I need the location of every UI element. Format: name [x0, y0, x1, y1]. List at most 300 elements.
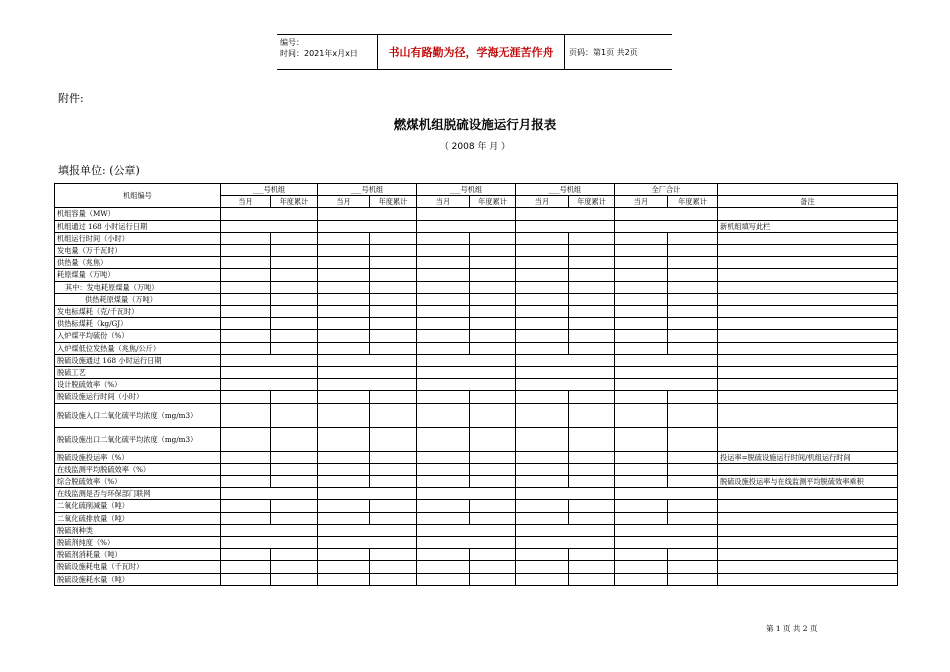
value-cell: [221, 269, 271, 281]
value-cell: [370, 427, 417, 451]
page-header: [277, 34, 672, 70]
value-cell: [615, 367, 718, 379]
value-cell: [221, 232, 271, 244]
value-cell: [318, 342, 370, 354]
value-cell: [271, 391, 318, 403]
value-cell: [569, 512, 615, 524]
row-label: 脱硫设施入口二氧化硫平均浓度（mg/m3）: [55, 403, 221, 427]
value-cell: [370, 476, 417, 488]
value-cell: [615, 451, 668, 463]
remark-cell: [718, 537, 898, 549]
value-cell: [615, 269, 668, 281]
value-cell: [569, 451, 615, 463]
row-label: 机组通过 168 小时运行日期: [55, 220, 221, 232]
value-cell: [221, 342, 271, 354]
value-cell: [417, 537, 516, 549]
value-cell: [370, 549, 417, 561]
value-cell: [569, 318, 615, 330]
value-cell: [417, 342, 470, 354]
corner-header: 机组编号: [55, 184, 221, 208]
value-cell: [516, 476, 569, 488]
value-cell: [370, 512, 417, 524]
value-cell: [370, 342, 417, 354]
value-cell: [569, 281, 615, 293]
value-cell: [271, 451, 318, 463]
value-cell: [417, 476, 470, 488]
value-cell: [271, 257, 318, 269]
value-cell: [271, 476, 318, 488]
remark-cell: [718, 524, 898, 536]
value-cell: [615, 403, 668, 427]
value-cell: [569, 476, 615, 488]
table-row: [55, 293, 898, 305]
unit-group-header: ___号机组: [516, 184, 615, 196]
table-row: [55, 488, 898, 500]
row-label: 机组运行时间（小时）: [55, 232, 221, 244]
value-cell: [221, 488, 318, 500]
value-cell: [615, 524, 718, 536]
value-cell: [417, 354, 516, 366]
row-label: 供热量（兆焦）: [55, 257, 221, 269]
remark-cell: [718, 245, 898, 257]
value-cell: [668, 512, 718, 524]
value-cell: [615, 306, 668, 318]
value-cell: [516, 306, 569, 318]
value-cell: [615, 500, 668, 512]
value-cell: [668, 427, 718, 451]
value-cell: [615, 354, 718, 366]
value-cell: [318, 549, 370, 561]
remark-cell: [718, 391, 898, 403]
value-cell: [417, 403, 470, 427]
value-cell: [668, 318, 718, 330]
table-row: [55, 476, 898, 488]
remark-cell: [718, 463, 898, 475]
value-cell: [668, 232, 718, 244]
row-label: 在线监测是否与环保部门联网: [55, 488, 221, 500]
value-cell: [318, 573, 370, 585]
value-cell: [470, 245, 516, 257]
row-label: 设计脱硫效率（%）: [55, 379, 221, 391]
header-number: 编号：: [280, 38, 304, 47]
value-cell: [668, 257, 718, 269]
remark-cell: [718, 269, 898, 281]
row-label: 脱硫设施通过 168 小时运行日期: [55, 354, 221, 366]
value-cell: [516, 573, 569, 585]
header-meta: [277, 35, 378, 69]
value-cell: [318, 367, 417, 379]
value-cell: [271, 463, 318, 475]
value-cell: [318, 537, 417, 549]
value-cell: [318, 488, 417, 500]
value-cell: [615, 293, 668, 305]
value-cell: [417, 306, 470, 318]
report-title: 燃煤机组脱硫设施运行月报表: [393, 117, 557, 132]
value-cell: [370, 463, 417, 475]
remark-cell: [718, 318, 898, 330]
table-row: [55, 367, 898, 379]
table-row: [55, 524, 898, 536]
value-cell: [615, 427, 668, 451]
value-cell: [221, 257, 271, 269]
row-label: 脱硫剂消耗量（吨）: [55, 549, 221, 561]
value-cell: [417, 232, 470, 244]
remark-cell: [718, 500, 898, 512]
value-cell: [221, 354, 318, 366]
value-cell: [271, 269, 318, 281]
table-row: [55, 537, 898, 549]
row-label: 脱硫设施出口二氧化硫平均浓度（mg/m3）: [55, 427, 221, 451]
value-cell: [370, 281, 417, 293]
cumulative-header: 年度累计: [668, 196, 718, 208]
remark-cell: [718, 561, 898, 573]
value-cell: [516, 281, 569, 293]
value-cell: [370, 245, 417, 257]
value-cell: [569, 561, 615, 573]
current-month-header: 当月: [516, 196, 569, 208]
value-cell: [318, 245, 370, 257]
value-cell: [470, 573, 516, 585]
value-cell: [221, 476, 271, 488]
value-cell: [417, 281, 470, 293]
table-row: [55, 208, 898, 220]
value-cell: [470, 269, 516, 281]
value-cell: [569, 342, 615, 354]
value-cell: [668, 451, 718, 463]
remark-cell: [718, 257, 898, 269]
value-cell: [668, 269, 718, 281]
value-cell: [615, 476, 668, 488]
value-cell: [318, 269, 370, 281]
value-cell: [668, 561, 718, 573]
value-cell: [470, 463, 516, 475]
remark-cell: [718, 330, 898, 342]
value-cell: [271, 427, 318, 451]
unit-group-header: 全厂合计: [615, 184, 718, 196]
value-cell: [470, 451, 516, 463]
value-cell: [516, 549, 569, 561]
value-cell: [370, 330, 417, 342]
page-footer: 第 1 页 共 2 页: [766, 624, 818, 633]
value-cell: [615, 537, 718, 549]
remark-cell: [718, 281, 898, 293]
value-cell: [516, 208, 615, 220]
value-cell: [271, 573, 318, 585]
table-row: [55, 427, 898, 451]
value-cell: [516, 354, 615, 366]
row-label: 发电量（万千瓦时）: [55, 245, 221, 257]
value-cell: [271, 549, 318, 561]
value-cell: [516, 537, 615, 549]
value-cell: [417, 367, 516, 379]
row-label: 二氧化硫排放量（吨）: [55, 512, 221, 524]
value-cell: [318, 463, 370, 475]
remark-cell: 投运率=脱硫设施运行时间/机组运行时间: [718, 451, 898, 463]
table-row: [55, 330, 898, 342]
header-page: 页码：第1页 共2页: [569, 47, 638, 57]
row-label: 脱硫设施耗电量（千瓦时）: [55, 561, 221, 573]
remark-cell: [718, 306, 898, 318]
value-cell: [668, 403, 718, 427]
current-month-header: 当月: [318, 196, 370, 208]
value-cell: [569, 232, 615, 244]
value-cell: [271, 293, 318, 305]
table-row: [55, 281, 898, 293]
value-cell: [417, 451, 470, 463]
value-cell: [221, 245, 271, 257]
row-label: 二氧化硫削减量（吨）: [55, 500, 221, 512]
value-cell: [615, 549, 668, 561]
value-cell: [318, 391, 370, 403]
table-row: [55, 306, 898, 318]
value-cell: [370, 561, 417, 573]
value-cell: [615, 257, 668, 269]
value-cell: [668, 573, 718, 585]
value-cell: [318, 208, 417, 220]
table-row: [55, 318, 898, 330]
row-label: 供热耗原煤量（万吨）: [55, 293, 221, 305]
cumulative-header: 年度累计: [370, 196, 417, 208]
remark-cell: [718, 367, 898, 379]
report-table: [54, 183, 898, 586]
value-cell: [370, 306, 417, 318]
value-cell: [271, 500, 318, 512]
value-cell: [271, 318, 318, 330]
value-cell: [470, 330, 516, 342]
remark-cell: [718, 208, 898, 220]
value-cell: [221, 500, 271, 512]
remark-cell: [718, 512, 898, 524]
value-cell: [470, 306, 516, 318]
value-cell: [271, 245, 318, 257]
value-cell: [370, 232, 417, 244]
value-cell: [569, 245, 615, 257]
value-cell: [417, 549, 470, 561]
value-cell: [516, 257, 569, 269]
cumulative-header: 年度累计: [569, 196, 615, 208]
value-cell: [615, 220, 718, 232]
unit-group-header: ___号机组: [417, 184, 516, 196]
row-label: 入炉煤平均硫份（%）: [55, 330, 221, 342]
value-cell: [221, 537, 318, 549]
value-cell: [370, 257, 417, 269]
value-cell: [318, 561, 370, 573]
value-cell: [318, 257, 370, 269]
header-time: 时间：2021年x月x日: [280, 49, 358, 58]
table-row: [55, 549, 898, 561]
value-cell: [271, 512, 318, 524]
value-cell: [569, 463, 615, 475]
row-label: 供热标煤耗（kg/GJ）: [55, 318, 221, 330]
value-cell: [221, 549, 271, 561]
remark-cell: [718, 573, 898, 585]
value-cell: [417, 269, 470, 281]
value-cell: [318, 354, 417, 366]
remark-cell: [718, 354, 898, 366]
row-label: 脱硫工艺: [55, 367, 221, 379]
value-cell: [516, 427, 569, 451]
value-cell: [516, 330, 569, 342]
value-cell: [615, 208, 718, 220]
value-cell: [271, 561, 318, 573]
table-row: [55, 354, 898, 366]
table-row: [55, 379, 898, 391]
value-cell: [470, 257, 516, 269]
value-cell: [417, 524, 516, 536]
value-cell: [569, 549, 615, 561]
value-cell: [370, 391, 417, 403]
current-month-header: 当月: [221, 196, 271, 208]
remark-cell: [718, 403, 898, 427]
value-cell: [668, 549, 718, 561]
value-cell: [417, 330, 470, 342]
value-cell: [668, 245, 718, 257]
value-cell: [668, 330, 718, 342]
value-cell: [417, 293, 470, 305]
value-cell: [569, 293, 615, 305]
value-cell: [569, 500, 615, 512]
reporting-unit: 填报单位: (公章): [58, 164, 140, 177]
value-cell: [516, 379, 615, 391]
cumulative-header: 年度累计: [470, 196, 516, 208]
row-label: 脱硫设施耗水量（吨）: [55, 573, 221, 585]
row-label: 在线监测平均脱硫效率（%）: [55, 463, 221, 475]
value-cell: [615, 391, 668, 403]
remark-cell: [718, 427, 898, 451]
value-cell: [470, 391, 516, 403]
current-month-header: 当月: [615, 196, 668, 208]
value-cell: [318, 306, 370, 318]
value-cell: [569, 269, 615, 281]
value-cell: [615, 379, 718, 391]
value-cell: [615, 318, 668, 330]
value-cell: [516, 451, 569, 463]
value-cell: [470, 293, 516, 305]
remark-cell: [718, 342, 898, 354]
value-cell: [516, 367, 615, 379]
value-cell: [318, 318, 370, 330]
value-cell: [318, 232, 370, 244]
value-cell: [516, 463, 569, 475]
value-cell: [470, 500, 516, 512]
row-label: 综合脱硫效率（%）: [55, 476, 221, 488]
value-cell: [271, 232, 318, 244]
value-cell: [417, 463, 470, 475]
value-cell: [516, 512, 569, 524]
value-cell: [318, 379, 417, 391]
row-label: 入炉煤低位发热量（兆焦/公斤）: [55, 342, 221, 354]
value-cell: [615, 330, 668, 342]
value-cell: [470, 342, 516, 354]
value-cell: [221, 561, 271, 573]
value-cell: [318, 330, 370, 342]
value-cell: [569, 330, 615, 342]
value-cell: [318, 220, 417, 232]
value-cell: [221, 512, 271, 524]
value-cell: [668, 342, 718, 354]
value-cell: [370, 500, 417, 512]
value-cell: [221, 293, 271, 305]
row-label: 其中：发电耗原煤量（万吨）: [55, 281, 221, 293]
value-cell: [615, 561, 668, 573]
value-cell: [318, 281, 370, 293]
value-cell: [221, 220, 318, 232]
value-cell: [221, 403, 271, 427]
value-cell: [370, 403, 417, 427]
row-label: 耗原煤量（万吨）: [55, 269, 221, 281]
table-row: [55, 500, 898, 512]
table-row: [55, 391, 898, 403]
cumulative-header: 年度累计: [271, 196, 318, 208]
remark-cell: [718, 488, 898, 500]
value-cell: [370, 573, 417, 585]
value-cell: [668, 476, 718, 488]
value-cell: [516, 220, 615, 232]
value-cell: [470, 232, 516, 244]
value-cell: [668, 463, 718, 475]
value-cell: [221, 281, 271, 293]
table-row: [55, 512, 898, 524]
value-cell: [221, 524, 318, 536]
table-row: [55, 463, 898, 475]
value-cell: [271, 342, 318, 354]
value-cell: [516, 245, 569, 257]
value-cell: [470, 512, 516, 524]
table-row: [55, 573, 898, 585]
value-cell: [370, 318, 417, 330]
value-cell: [221, 379, 318, 391]
header-motto: 书山有路勤为径，学海无涯苦作舟: [378, 35, 565, 69]
value-cell: [615, 573, 668, 585]
unit-group-header: ___号机组: [318, 184, 417, 196]
value-cell: [516, 403, 569, 427]
remarks-header: 备注: [718, 196, 898, 208]
value-cell: [271, 306, 318, 318]
value-cell: [417, 220, 516, 232]
remark-cell: [718, 549, 898, 561]
value-cell: [668, 293, 718, 305]
value-cell: [318, 500, 370, 512]
value-cell: [470, 427, 516, 451]
value-cell: [516, 318, 569, 330]
table-row: [55, 403, 898, 427]
value-cell: [370, 293, 417, 305]
value-cell: [271, 281, 318, 293]
value-cell: [417, 379, 516, 391]
value-cell: [318, 451, 370, 463]
remark-cell: [718, 232, 898, 244]
value-cell: [417, 318, 470, 330]
remarks-header-top: [718, 184, 898, 196]
value-cell: [615, 281, 668, 293]
value-cell: [470, 281, 516, 293]
value-cell: [668, 391, 718, 403]
value-cell: [569, 306, 615, 318]
row-label: 机组容量（MW）: [55, 208, 221, 220]
value-cell: [516, 561, 569, 573]
remark-cell: 新机组填写此栏: [718, 220, 898, 232]
value-cell: [221, 208, 318, 220]
value-cell: [668, 500, 718, 512]
value-cell: [318, 524, 417, 536]
remark-cell: [718, 293, 898, 305]
value-cell: [516, 488, 615, 500]
value-cell: [516, 391, 569, 403]
row-label: 脱硫剂种类: [55, 524, 221, 536]
value-cell: [516, 500, 569, 512]
value-cell: [221, 573, 271, 585]
value-cell: [569, 403, 615, 427]
